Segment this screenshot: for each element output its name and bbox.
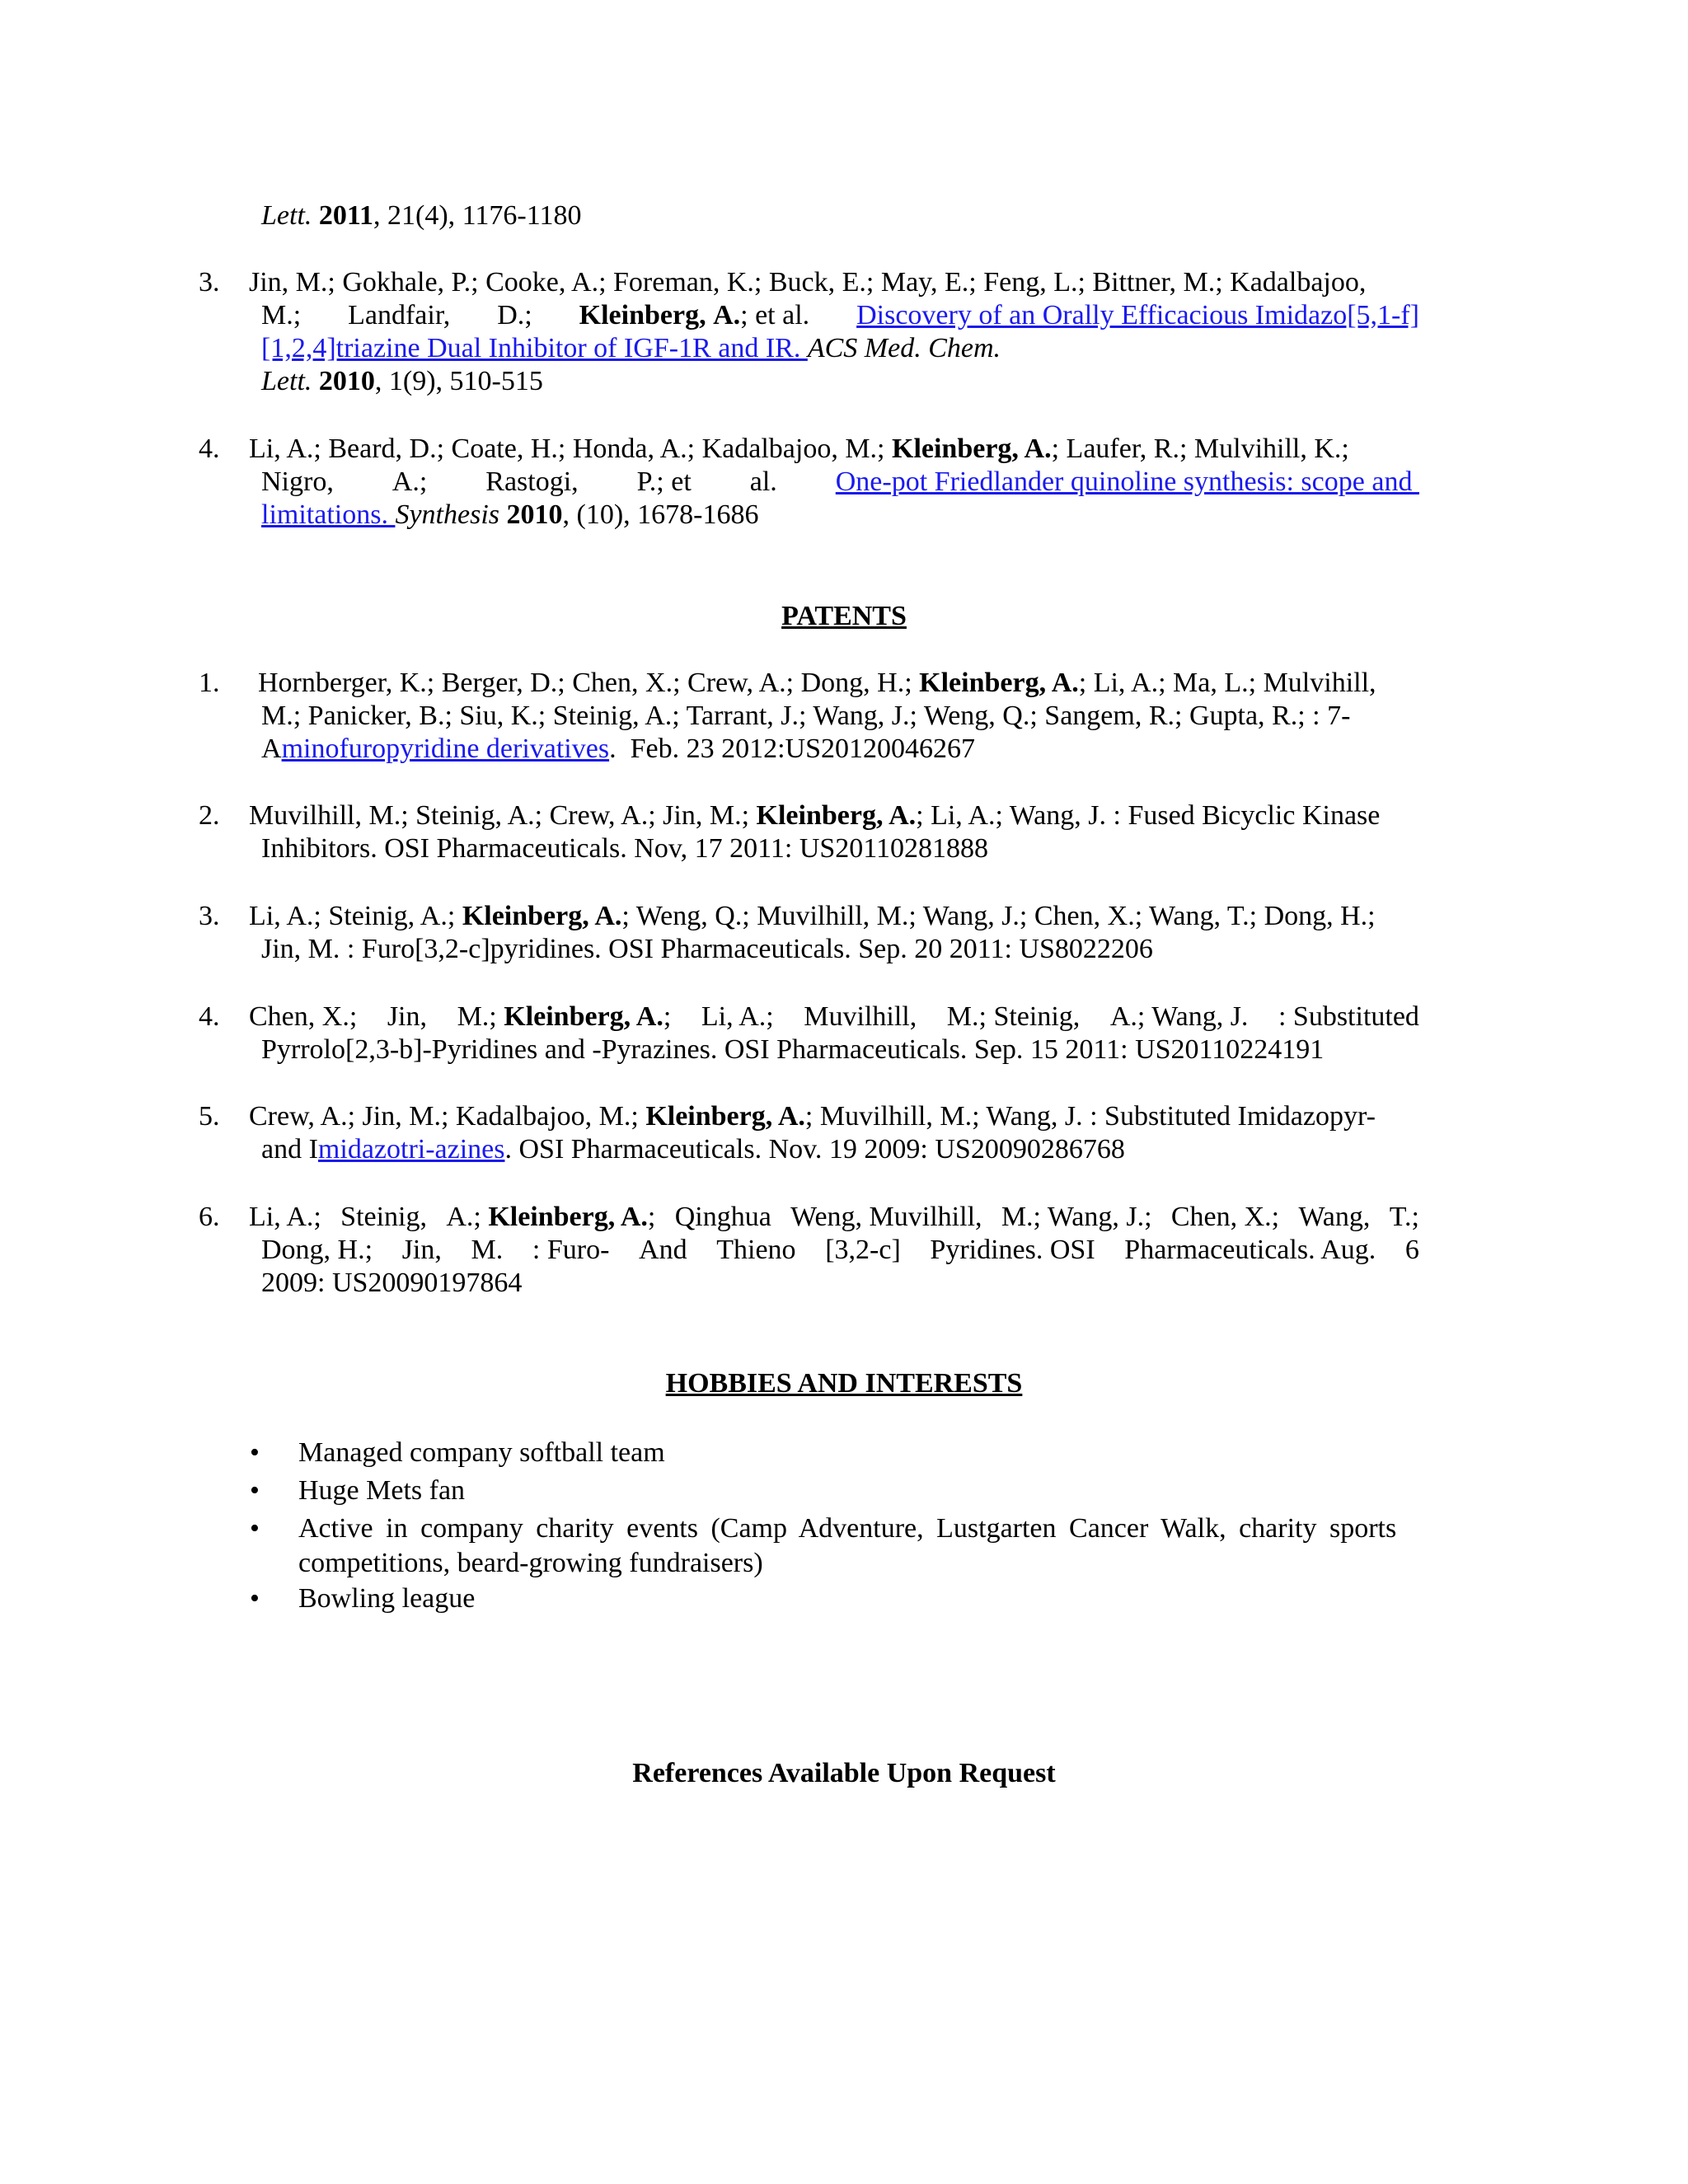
references-note: References Available Upon Request (632, 1758, 1056, 1788)
journal-name: ACS Med. Chem. (807, 333, 1001, 363)
word: al. (749, 466, 777, 497)
bullet-icon: • (250, 1583, 260, 1614)
word: : Substituted (1278, 1001, 1419, 1032)
patent-5-number: 5. (199, 1101, 220, 1132)
pub4-title-link-cont[interactable]: limitations. (261, 499, 396, 530)
pub4-number: 4. (199, 434, 220, 464)
patent-5-line-1: Crew, A.; Jin, M.; Kadalbajoo, M.; Kleinberg, A.; Muvilhill, M.; Wang, J. : Substituted Imidazopyr- (249, 1101, 1376, 1132)
patent-1-title-link[interactable]: minofuropyridine derivatives (281, 733, 610, 764)
word: : Furo- (532, 1235, 610, 1265)
word: [3,2-c] (825, 1235, 901, 1265)
hobby-item: Huge Mets fan (298, 1475, 466, 1506)
journal-name: Lett. (261, 366, 312, 396)
pub3-number: 3. (199, 267, 220, 298)
author-highlight: Kleinberg, A. (462, 901, 622, 931)
patent-5-title-link[interactable]: midazotri-azines (317, 1134, 505, 1165)
word: D.; (497, 300, 532, 330)
journal-name: Lett. (261, 200, 312, 231)
pub4-title-link[interactable]: One-pot Friedlander quinoline synthesis: scope and (835, 466, 1419, 497)
pub-reference: , 21(4), 1176-1180 (373, 200, 582, 231)
word: P.; et (636, 466, 692, 497)
word: Landfair, (348, 300, 451, 330)
word: A.; Wang, J. (1109, 1001, 1249, 1032)
author-highlight: Kleinberg, A.; et al. (579, 300, 810, 330)
patent-4-line-2: Pyrrolo[2,3-b]-Pyridines and -Pyrazines. OSI Pharmaceuticals. Sep. 15 2011: US20110224191 (261, 1034, 1325, 1065)
word: Wang, (1298, 1202, 1371, 1232)
word: Pyridines. OSI (930, 1235, 1095, 1265)
journal-name: Synthesis (395, 499, 499, 530)
patent-2-number: 2. (199, 800, 220, 831)
word: M.; (261, 300, 302, 330)
word: Nigro, (261, 466, 334, 497)
patents-heading (0, 600, 1688, 633)
patents-heading-text: PATENTS (781, 601, 907, 631)
word: 6 (1404, 1235, 1419, 1265)
word: Qinghua (674, 1202, 771, 1232)
patent-1-line-3: Aminofuropyridine derivatives. Feb. 23 2012:US20120046267 (261, 733, 975, 764)
pub-year: 2010 (506, 499, 563, 530)
patent-4-line-1 (249, 1001, 1419, 1033)
pub-reference: , (10), 1678-1686 (562, 499, 759, 530)
pub4-line-1: Li, A.; Beard, D.; Coate, H.; Honda, A.; Kadalbajoo, M.; Kleinberg, A.; Laufer, R.; Mulvihill, K.; (249, 434, 1349, 464)
word: Chen, X.; (249, 1001, 358, 1032)
patent-1-line-1: Hornberger, K.; Berger, D.; Chen, X.; Crew, A.; Dong, H.; Kleinberg, A.; Li, A.; Ma, L.; Mulvihill, (258, 668, 1376, 698)
word: M. (471, 1235, 504, 1265)
pub3-line-2 (261, 299, 1419, 332)
hobby-item-cont: competitions, beard-growing fundraisers) (298, 1548, 763, 1578)
bullet-icon: • (250, 1437, 260, 1468)
hobbies-heading (0, 1367, 1688, 1400)
word: T.; (1389, 1202, 1419, 1232)
pub3-title-link-cont[interactable]: [1,2,4]triazine Dual Inhibitor of IGF-1R and IR. (261, 333, 808, 363)
patent-4-number: 4. (199, 1001, 220, 1032)
hobby-item: Bowling league (298, 1583, 476, 1614)
word: Jin, (387, 1001, 428, 1032)
author-highlight: M.; Kleinberg, A.; (457, 1001, 672, 1032)
patent-3-number: 3. (199, 901, 220, 931)
bullet-icon: • (250, 1513, 260, 1544)
pub2-citation-continuation (261, 199, 581, 232)
pub3-line-4 (261, 365, 543, 398)
pub3-line-3 (261, 332, 1001, 365)
patent-6-number: 6. (199, 1202, 220, 1232)
author-highlight: Kleinberg, A. (645, 1101, 805, 1132)
pub-year: 2011 (318, 200, 374, 231)
pub-year: 2010 (318, 366, 375, 396)
patent-1-number: 1. (199, 668, 220, 698)
patent-5-line-2: and Imidazotri-azines. OSI Pharmaceuticals. Nov. 19 2009: US20090286768 (261, 1134, 1125, 1165)
word: Pharmaceuticals. Aug. (1124, 1235, 1376, 1265)
word: Rastogi, (485, 466, 579, 497)
patent-1-line-2: M.; Panicker, B.; Siu, K.; Steinig, A.; Tarrant, J.; Wang, J.; Weng, Q.; Sangem, R.; Gupta, R.; : 7- (261, 701, 1351, 731)
patent-3-line-1: Li, A.; Steinig, A.; Kleinberg, A.; Weng, Q.; Muvilhill, M.; Wang, J.; Chen, X.; Wang, T.; Dong, H.; (249, 901, 1376, 931)
hobby-item: Active in company charity events (Camp Adventure, Lustgarten Cancer Walk, charity sports (298, 1513, 1397, 1544)
word: Jin, (401, 1235, 442, 1265)
word: Chen, X.; (1170, 1202, 1280, 1232)
word: Li, A.; (701, 1001, 774, 1032)
author-highlight: A.; Kleinberg, A.; (446, 1202, 656, 1232)
word: Steinig, (340, 1202, 427, 1232)
word: Weng, Muvilhill, (790, 1202, 982, 1232)
hobby-item: Managed company softball team (298, 1437, 665, 1468)
patent-2-line-2: Inhibitors. OSI Pharmaceuticals. Nov, 17 2011: US20110281888 (261, 833, 989, 864)
pub4-line-3 (261, 499, 758, 532)
word: Li, A.; (249, 1202, 321, 1232)
word: M.; Steinig, (946, 1001, 1081, 1032)
word: And (639, 1235, 687, 1265)
pub3-line-1: Jin, M.; Gokhale, P.; Cooke, A.; Foreman, K.; Buck, E.; May, E.; Feng, L.; Bittner, M.; Kadalbajoo, (249, 267, 1367, 298)
word: A.; (392, 466, 428, 497)
word: M.; Wang, J.; (1001, 1202, 1152, 1232)
author-highlight: Kleinberg, A. (892, 434, 1052, 464)
word: Muvilhill, (804, 1001, 917, 1032)
patent-6-line-3: 2009: US20090197864 (261, 1268, 523, 1298)
patent-3-line-2: Jin, M. : Furo[3,2-c]pyridines. OSI Pharmaceuticals. Sep. 20 2011: US8022206 (261, 934, 1153, 964)
word: Thieno (716, 1235, 796, 1265)
pub-reference: , 1(9), 510-515 (374, 366, 543, 396)
author-highlight: Kleinberg, A. (756, 800, 917, 831)
bullet-icon: • (250, 1475, 260, 1506)
patent-2-line-1: Muvilhill, M.; Steinig, A.; Crew, A.; Jin, M.; Kleinberg, A.; Li, A.; Wang, J. : Fused Bicyclic Kinase (249, 800, 1381, 831)
word: Dong, H.; (261, 1235, 373, 1265)
hobbies-heading-text: HOBBIES AND INTERESTS (665, 1368, 1023, 1399)
pub3-title-link[interactable]: Discovery of an Orally Efficacious Imidazo[5,1-f] (856, 300, 1419, 330)
author-highlight: Kleinberg, A. (919, 668, 1079, 698)
patent-6-line-2 (261, 1234, 1419, 1267)
pub4-line-2 (261, 466, 1419, 499)
patent-6-line-1 (249, 1201, 1419, 1234)
